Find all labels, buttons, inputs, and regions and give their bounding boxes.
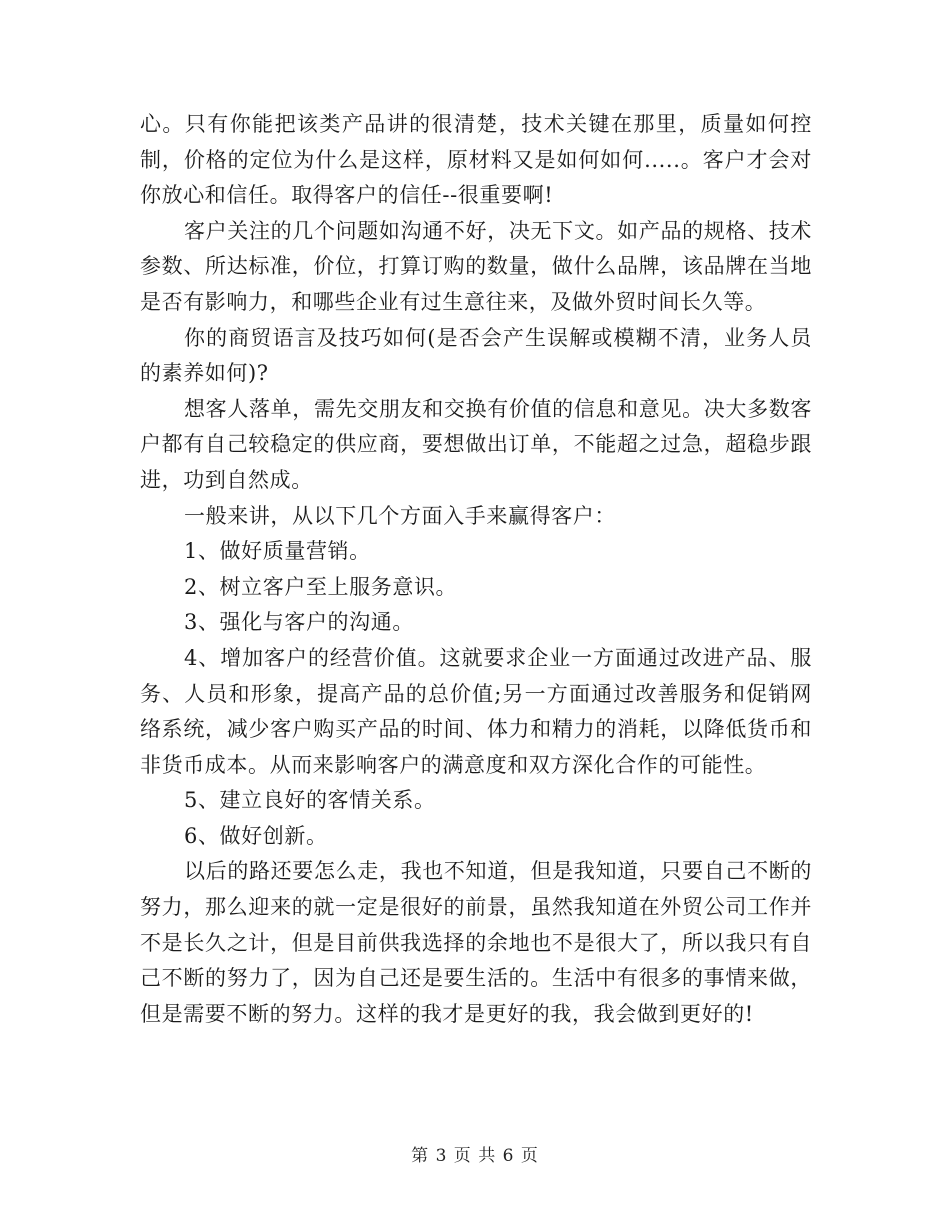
paragraph: 你的商贸语言及技巧如何(是否会产生误解或模糊不清，业务人员的素养如何)? — [140, 325, 812, 386]
page-number-footer: 第 3 页 共 6 页 — [411, 1146, 539, 1166]
paragraph: 想客人落单，需先交朋友和交换有价值的信息和意见。决大多数客户都有自己较稳定的供应商，要想做出订单，不能超之过急，超稳步跟进，功到自然成。 — [140, 396, 812, 492]
list-item: 6、做好创新。 — [184, 823, 328, 848]
list-item: 4、增加客户的经营价值。这就要求企业一方面通过改进产品、服务、人员和形象，提高产品的总价值;另一方面通过改善服务和促销网络系统，减少客户购买产品的时间、体力和精力的消耗，以降低货币和非货币成本。从而来影响客户的满意度和双方深化合作的可能性。 — [140, 645, 812, 777]
paragraph: 一般来讲，从以下几个方面入手来赢得客户： — [184, 503, 616, 528]
list-item: 3、强化与客户的沟通。 — [184, 610, 414, 635]
list-item: 1、做好质量营销。 — [184, 539, 371, 564]
paragraph: 客户关注的几个问题如沟通不好，决无下文。如产品的规格、技术参数、所达标准，价位，打算订购的数量，做什么品牌，该品牌在当地是否有影响力，和哪些企业有过生意往来，及做外贸时间长久等。 — [140, 218, 812, 314]
list-item: 5、建立良好的客情关系。 — [184, 788, 436, 813]
list-item: 2、树立客户至上服务意识。 — [184, 574, 458, 599]
paragraph: 以后的路还要怎么走，我也不知道，但是我知道，只要自己不断的努力，那么迎来的就一定是很好的前景，虽然我知道在外贸公司工作并不是长久之计，但是目前供我选择的余地也不是很大了，所以我只有自己不断的努力了，因为自己还是要生活的。生活中有很多的事情来做，但是需要不断的努力。这样的我才是更好的我，我会做到更好的! — [140, 859, 812, 1026]
document-body — [140, 107, 812, 1032]
paragraph: 心。只有你能把该类产品讲的很清楚，技术关键在那里，质量如何控制，价格的定位为什么是这样，原材料又是如何如何.....。客户才会对你放心和信任。取得客户的信任--很重要啊! — [140, 112, 812, 208]
